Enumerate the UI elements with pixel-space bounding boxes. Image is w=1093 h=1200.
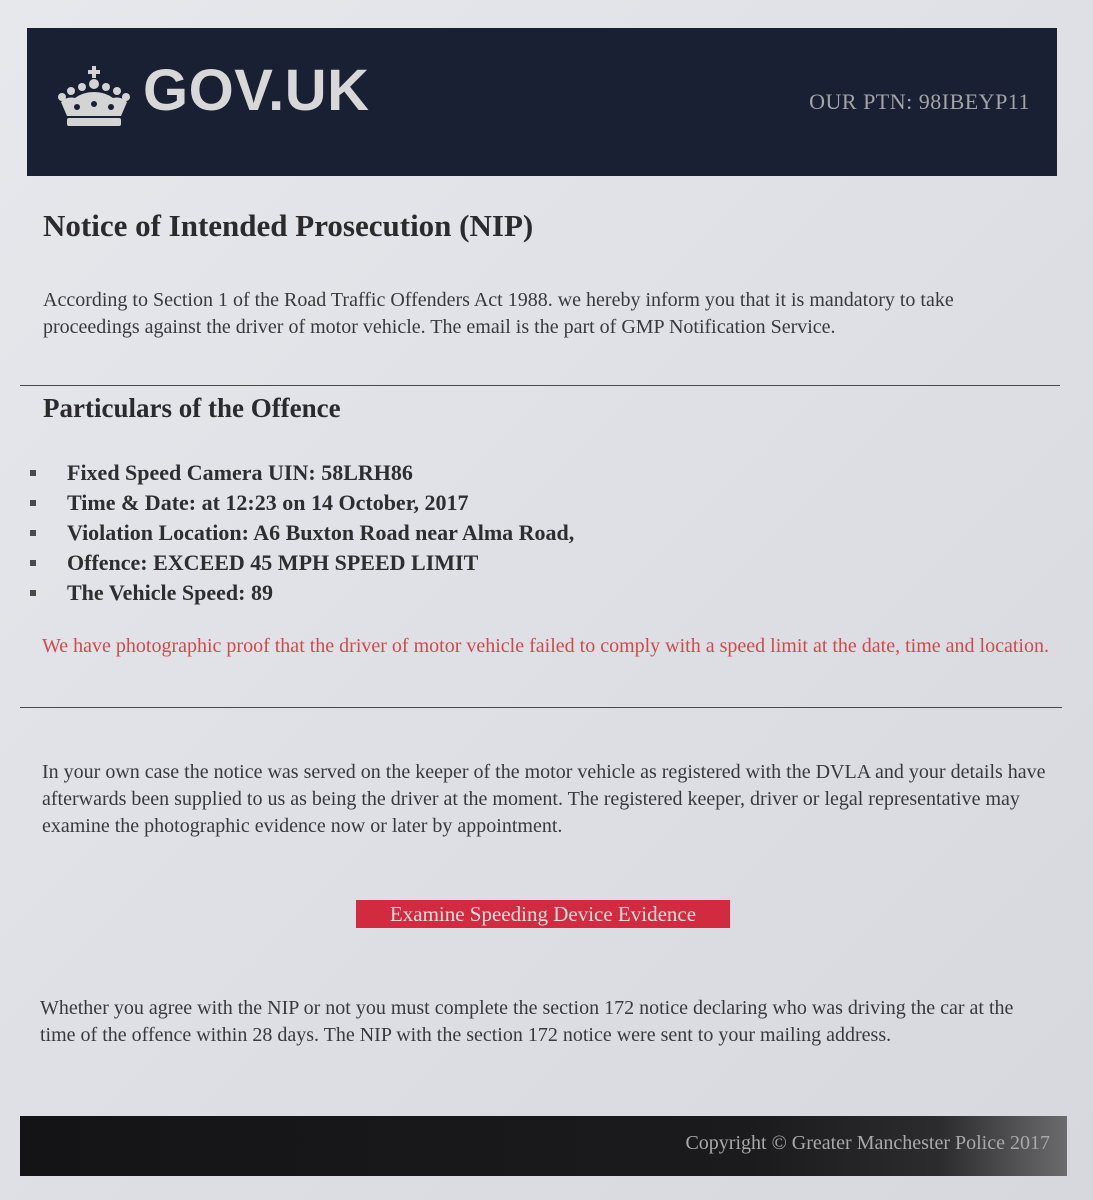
section-divider — [20, 385, 1060, 386]
keeper-notice-paragraph: In your own case the notice was served on the keeper of the motor vehicle as registered with the DVLA and your details have afterwards been supplied to us as being the driver at the moment. The registered keeper, driver or legal representative may examine the photographic evidence now or later by appointment. — [42, 761, 1046, 837]
page-title: Notice of Intended Prosecution (NIP) — [43, 208, 534, 243]
offence-item-text: Time & Date: at 12:23 on 14 October, 2017 — [67, 490, 469, 515]
bullet-icon — [30, 530, 36, 536]
offence-details-list — [30, 458, 574, 608]
offence-heading: Particulars of the Offence — [43, 393, 341, 423]
section-divider — [20, 707, 1062, 708]
offence-item-text: Violation Location: A6 Buxton Road near Alma Road, — [67, 520, 575, 545]
offence-item-time-date — [30, 488, 574, 518]
bullet-icon — [30, 500, 36, 506]
offence-item-text: Fixed Speed Camera UIN: 58LRH86 — [67, 460, 413, 485]
ptn-reference: OUR PTN: 98IBEYP11 — [809, 89, 1030, 114]
bullet-icon — [30, 470, 36, 476]
copyright-text: Copyright © Greater Manchester Police 2017 — [685, 1132, 1050, 1154]
gov-uk-logo[interactable]: GOV.UK — [143, 58, 370, 123]
crown-icon — [55, 66, 133, 130]
offence-item-location — [30, 518, 574, 548]
offence-item-text: Offence: EXCEED 45 MPH SPEED LIMIT — [67, 550, 479, 575]
offence-item-offence — [30, 548, 574, 578]
bullet-icon — [30, 590, 36, 596]
offence-item-text: The Vehicle Speed: 89 — [67, 580, 273, 605]
offence-item-speed — [30, 578, 574, 608]
section-172-paragraph: Whether you agree with the NIP or not you must complete the section 172 notice declaring who was driving the car at the time of the offence within 28 days. The NIP with the section 172 notice were sent to your mailing address. — [40, 997, 1014, 1046]
intro-paragraph: According to Section 1 of the Road Traffic Offenders Act 1988. we hereby inform you that it is mandatory to take proceedings against the driver of motor vehicle. The email is the part of GMP Notification Service. — [43, 289, 954, 338]
photographic-proof-warning: We have photographic proof that the driver of motor vehicle failed to comply with a speed limit at the date, time and location. — [42, 635, 1049, 657]
offence-item-camera — [30, 458, 574, 488]
bullet-icon — [30, 560, 36, 566]
examine-evidence-button[interactable]: Examine Speeding Device Evidence — [356, 900, 730, 928]
